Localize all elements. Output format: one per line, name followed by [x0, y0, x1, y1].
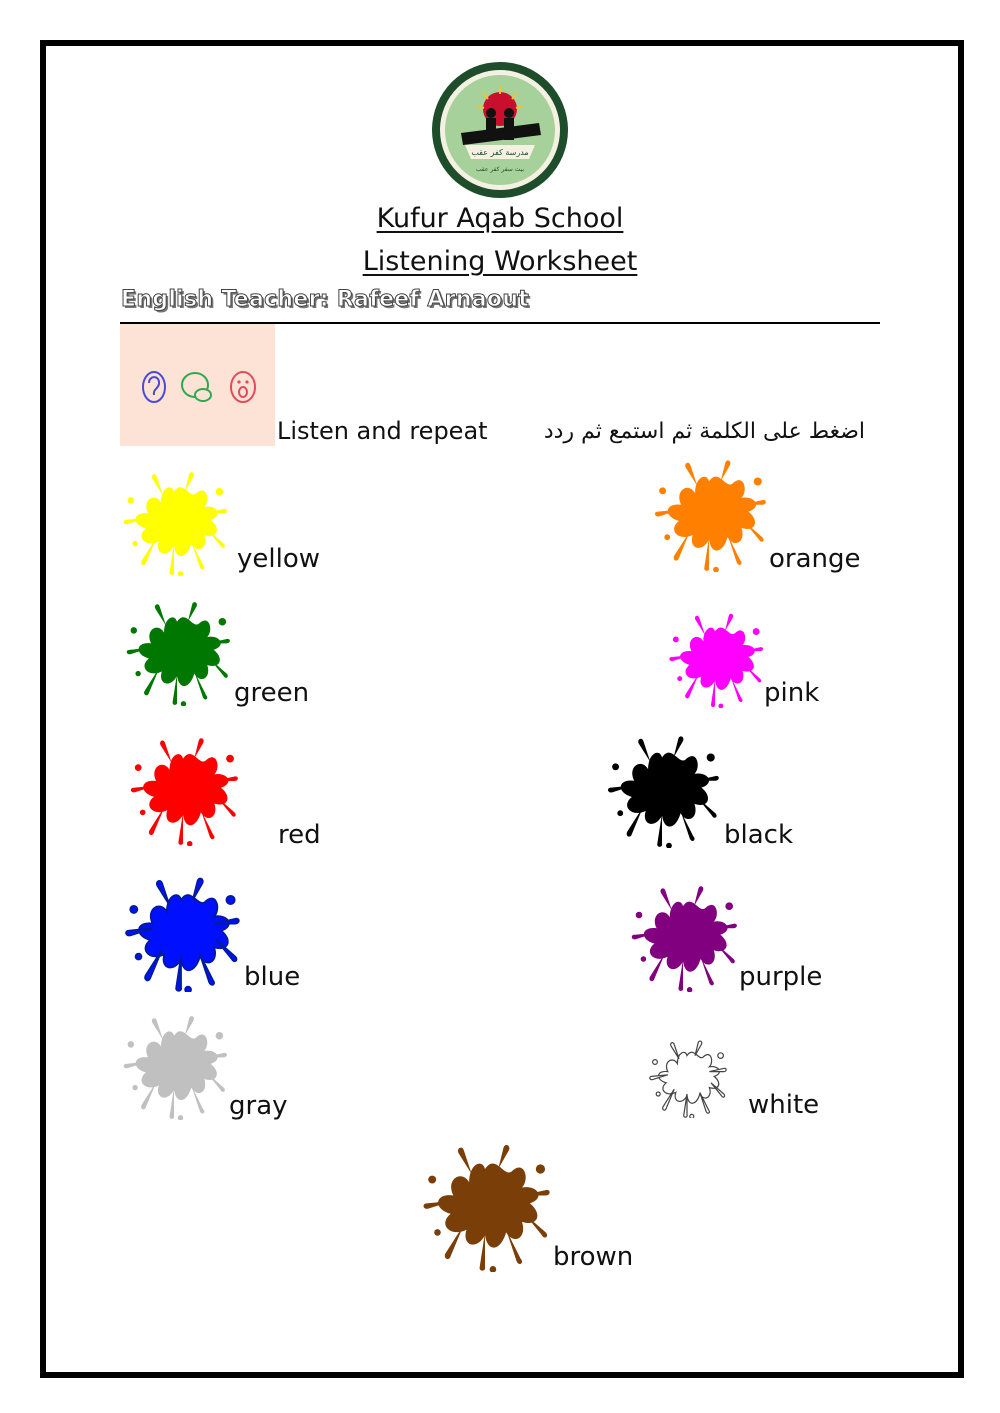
color-word-orange[interactable]: orange — [769, 544, 861, 574]
instruction-line — [277, 417, 865, 445]
color-word-purple[interactable]: purple — [739, 962, 823, 992]
color-word-brown[interactable]: brown — [553, 1242, 634, 1272]
paint-splat-brown[interactable] — [416, 1140, 554, 1272]
paint-splat-yellow[interactable] — [118, 468, 230, 576]
paint-splat-white[interactable] — [638, 1038, 736, 1118]
teacher-name: English Teacher: Rafeef Arnaout — [121, 287, 530, 312]
paint-splat-orange[interactable] — [646, 456, 772, 572]
paint-splat-pink[interactable] — [664, 610, 766, 708]
mouth-face-icon — [225, 367, 261, 407]
svg-text:بيت سفر كفر عقب: بيت سفر كفر عقب — [475, 166, 525, 173]
speech-bubble-icon — [179, 367, 215, 407]
school-logo-seal — [431, 61, 569, 199]
instruction-arabic: اضغط على الكلمة ثم استمع ثم ردد — [543, 419, 865, 444]
instruction-icons-panel — [120, 324, 275, 446]
color-word-green[interactable]: green — [234, 678, 310, 708]
school-title: Kufur Aqab School — [376, 203, 624, 234]
paint-splat-black[interactable] — [600, 732, 724, 848]
paint-splat-gray[interactable] — [118, 1012, 230, 1120]
color-word-yellow[interactable]: yellow — [237, 544, 321, 574]
color-word-red[interactable]: red — [278, 820, 321, 850]
paint-splat-purple[interactable] — [626, 882, 740, 992]
color-word-gray[interactable]: gray — [229, 1091, 288, 1121]
paint-splat-green[interactable] — [118, 598, 236, 706]
ear-icon — [136, 367, 172, 407]
color-word-blue[interactable]: blue — [244, 962, 301, 992]
color-word-pink[interactable]: pink — [764, 678, 820, 708]
svg-text:مدرسة كفر عقب: مدرسة كفر عقب — [471, 148, 529, 157]
paint-splat-red[interactable] — [124, 734, 242, 846]
color-word-black[interactable]: black — [724, 820, 794, 850]
color-word-white[interactable]: white — [748, 1090, 820, 1120]
paint-splat-blue[interactable] — [118, 874, 244, 992]
worksheet-subtitle: Listening Worksheet — [362, 246, 638, 277]
instruction-english: Listen and repeat — [277, 417, 488, 445]
